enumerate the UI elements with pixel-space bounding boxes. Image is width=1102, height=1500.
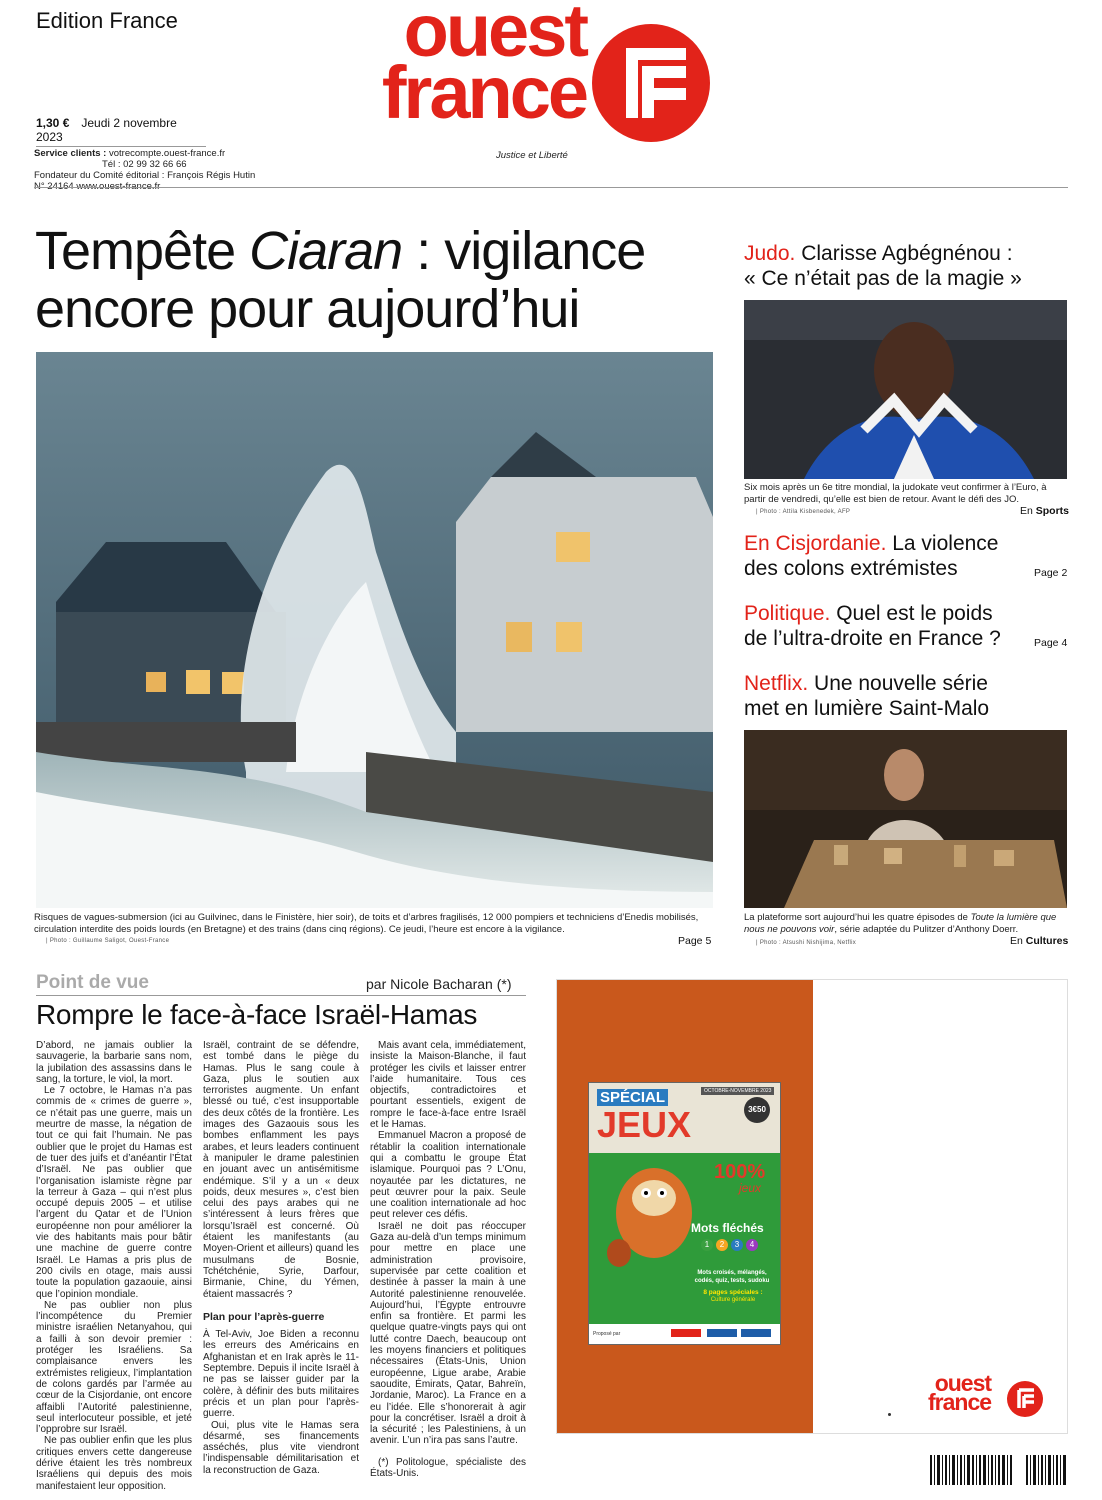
mag-badge: 100% xyxy=(714,1161,766,1183)
caption-italic: Toute la lumière que nous ne pouvons voir xyxy=(744,912,1057,935)
service-label: Service clients : xyxy=(34,148,107,159)
mag-levels xyxy=(701,1239,758,1251)
caption-part: , série adaptée du Pulitzer d’Anthony Doerr. xyxy=(834,923,1019,935)
logo-line2: france xyxy=(381,51,586,134)
teaser-title: Quel est le poids xyxy=(830,602,993,625)
teaser-title2: de l’ultra-droite en France ? xyxy=(744,627,1001,650)
teaser-keyword: Judo. xyxy=(744,242,796,265)
judo-caption: Six mois après un 6e titre mondial, la judokate veut confirmer à l’Euro, à partir de vendredi, qu’elle est bien de retour. Avant le défi des JO. xyxy=(744,482,1047,505)
politique-page-ref[interactable]: Page 4 xyxy=(1034,637,1068,649)
headline-part: Tempête xyxy=(35,221,250,281)
ad-logo-circle-icon xyxy=(1007,1381,1043,1417)
main-photo-caption: Risques de vagues-submersion (ici au Guilvinec, dans le Finistère, hier soir), de toits et d’arbres fragilisés, 12 000 pompiers et techniciens d’Enedis mobilisés, circulation interdite des poids lourds (en Bretagne) et des trains (dans cinq régions). Ce jeudi, l’heure est encore à la vigilance. xyxy=(34,912,699,935)
teaser-keyword: Politique. xyxy=(744,602,831,625)
logo-circle-icon xyxy=(592,24,710,142)
ad-ouest-france-logo xyxy=(928,1370,992,1415)
paragraph: Emmanuel Macron a proposé de rétablir la coalition internationale qui a combattu le groupe État islamique. Pourquoi pas ? L’Onu, noyautée par les dictatures, ne peut œuvrer pour la paix. Seule une coalition internationale ad hoc peut relever ces défis. xyxy=(370,1130,526,1221)
teaser-title: La violence xyxy=(886,532,999,555)
opinion-title[interactable]: Rompre le face-à-face Israël-Hamas xyxy=(36,999,478,1030)
main-page-ref[interactable]: Page 5 xyxy=(678,935,712,947)
mag-partner-logo xyxy=(741,1329,771,1337)
paragraph: Mais avant cela, immédiatement, insiste la Maison-Blanche, il faut protéger les civils et laisser entrer l’aide humanitaire. Tous ces objectifs, contradictoires et pourtant essentiels, exigent de rompre le face-à-face entre Israël et le Hamas. xyxy=(370,1040,526,1131)
paragraph: Israël, contraint de se défendre, est tombé dans le piège du Hamas. Plus le sang coule à Gaza, plus le soutien aux terroristes augmente. Un enfant blessé ou tué, c’est insupportable des deux côtés de la frontière. Les images des Gazaouis sous les bombes enflamment les pays arabes, et leurs leaders continuent à manipuler le drame palestinien en jouant avec un antisémitisme endémique. S’il y a un « deux poids, deux mesures », c’est bien celui des pays arabes qui ne s’intéressent à leurs frères que lorsqu’Israël est concerné. Où étaient les manifestants (au Moyen-Orient et ailleurs) quand les musulmans de Bosnie, Tchétchénie, Syrie, Darfour, Birmanie, Chine, du Yémen, étaient massacrés ? xyxy=(203,1040,359,1300)
teaser-judo[interactable] xyxy=(744,241,1074,291)
netflix-credit: | Photo : Atsushi Nishijima, Netflix xyxy=(756,940,857,946)
paragraph: Le 7 octobre, le Hamas n’a pas commis de « crimes de guerre », ce n’était pas une guerre, mais un meurtre de masse, la négation de tout ce qui fait l’humain. Ne pas oublier que le projet du Hamas est de tuer des juifs et d’anéantir l’État d’Israël. Ne pas oublier que l’organisation islamiste règne par la terreur à Gaza – qui n’est plus occupé depuis 2005 – et utilise l’argent du Qatar et de l’Union européenne non pour améliorer la vie des habitants mais pour bâtir une machine de guerre contre Israël. Le Hamas a pris plus de 200 civils en otage, mais aussi toute la population gazaouie, ainsi que l’opinion mondiale. xyxy=(36,1085,192,1300)
service-phone: Tél : 02 99 32 66 66 xyxy=(102,159,187,170)
mag-pages2: Culture générale xyxy=(710,1297,756,1303)
paragraph: Ne pas oublier non plus l’incompétence du Premier ministre israélien Netanyahou, qui a failli à son devoir premier : protéger les Israéliens. Sa complaisance envers les extrémistes religieux, l’implantation de colons gardés par l’armée au cœur de la Cisjordanie, ont encore affaibli l’Autorité palestinienne, seul interlocuteur possible, et jeté l’opprobre sur Israël. xyxy=(36,1299,192,1436)
opinion-divider xyxy=(36,995,526,996)
ref-prefix: En xyxy=(1020,505,1036,517)
mag-pages: 8 pages spéciales : xyxy=(703,1289,763,1296)
mag-partner-logo xyxy=(671,1329,701,1337)
teaser-cisjordanie[interactable] xyxy=(744,531,1074,581)
squirrel-mascot-icon xyxy=(599,1153,699,1273)
caption-part: La plateforme sort aujourd’hui les quatre épisodes de xyxy=(744,912,971,923)
ad-dot xyxy=(888,1413,891,1416)
level-badge: 1 xyxy=(701,1239,713,1251)
judo-section-ref[interactable] xyxy=(1020,505,1069,517)
storm-wave-photo[interactable] xyxy=(36,352,713,908)
ad-logo-line1: ouest xyxy=(934,1370,992,1396)
paragraph: D’abord, ne jamais oublier la sauvagerie, la barbarie sans nom, la jubilation des assassins dans le sang, la torture, le viol, la mort. xyxy=(36,1040,192,1085)
ref-section: Sports xyxy=(1035,505,1070,517)
ref-prefix: En xyxy=(1010,935,1026,947)
opinion-column-3 xyxy=(370,1040,526,1479)
paragraph: À Tel-Aviv, Joe Biden a reconnu les erreurs des Américains en Afghanistan et en Irak après le 11-Septembre. Depuis il incite Israël à ne pas se laisser guider par la colère, à définir des buts militaires précis et un plan pour l’après-guerre. xyxy=(203,1329,359,1420)
teaser-title2: met en lumière Saint-Malo xyxy=(744,697,990,720)
mag-footer-label: Proposé par xyxy=(593,1331,621,1337)
service-info xyxy=(34,148,255,192)
teaser-title2: des colons extrémistes xyxy=(744,557,958,580)
price: 1,30 € xyxy=(36,116,70,130)
judo-credit: | Photo : Attila Kisbenedek, AFP xyxy=(756,509,851,515)
mag-games-list: Mots croisés, mélangés, codés, quiz, tests, sudoku xyxy=(694,1270,770,1284)
netflix-section-ref[interactable] xyxy=(1010,935,1068,947)
barcode-icon xyxy=(930,1455,1068,1485)
header-divider xyxy=(34,187,1068,188)
ouest-france-logo[interactable] xyxy=(318,0,586,134)
edition-label: Edition France xyxy=(36,8,178,33)
opinion-author: par Nicole Bacharan (*) xyxy=(366,976,512,992)
headline-part: : vigilance xyxy=(402,221,646,281)
level-badge: 3 xyxy=(731,1239,743,1251)
headline-line2: encore pour aujourd’hui xyxy=(35,279,580,339)
headline-italic: Ciaran xyxy=(249,221,403,281)
cisjordanie-page-ref[interactable]: Page 2 xyxy=(1034,567,1068,579)
opinion-footnote: (*) Politologue, spécialiste des États-Unis. xyxy=(370,1456,526,1479)
netflix-caption xyxy=(744,912,1068,935)
issue-date: Jeudi 2 novembre 2023 xyxy=(36,116,177,144)
teaser-netflix[interactable] xyxy=(744,671,1074,721)
paragraph: Ne pas oublier enfin que les plus critiques envers cette dangereuse dérive étaient les très nombreux Israéliens qui depuis des mois manifestaient leur opposition. xyxy=(36,1435,192,1492)
teaser-keyword: En Cisjordanie. xyxy=(744,532,887,555)
mag-badge2: jeux xyxy=(739,1181,762,1195)
price-date-row xyxy=(36,116,206,147)
mag-dates: OCTOBRE-NOVEMBRE 2023 xyxy=(701,1087,774,1095)
opinion-label: Point de vue xyxy=(36,972,149,993)
teaser-title: Clarisse Agbégnénou : xyxy=(795,242,1013,265)
ad-logo-line2: france xyxy=(928,1389,992,1415)
paragraph: Oui, plus vite le Hamas sera désarmé, ses financements asséchés, plus vite viendront l’indispensable démilitarisation et la reconstruction de Gaza. xyxy=(203,1419,359,1476)
motto: Justice et Liberté xyxy=(496,150,568,161)
service-website[interactable]: votrecompte.ouest-france.fr xyxy=(109,148,226,159)
opinion-subhead: Plan pour l’après-guerre xyxy=(203,1310,325,1323)
teaser-politique[interactable] xyxy=(744,601,1074,651)
opinion-column-2 xyxy=(203,1040,359,1476)
mag-partner-logo xyxy=(707,1329,737,1337)
mag-title2: JEUX xyxy=(597,1104,692,1145)
judo-photo[interactable] xyxy=(744,300,1067,479)
teaser-title2: « Ce n’était pas de la magie » xyxy=(744,267,1022,290)
ref-section: Cultures xyxy=(1025,935,1069,947)
magazine-cover[interactable] xyxy=(588,1082,781,1345)
mag-price: 3€50 xyxy=(744,1097,770,1123)
paragraph: Israël ne doit pas réoccuper Gaza au-delà d’un temps minimum pour mettre en place une administration provisoire, supervisée par cette coalition et destinée à passer la main à une Autorité palestinienne renouvelée. Aujourd’hui, l’Égypte entrouvre enfin sa frontière. Et parmi les quelque quatre-vingts pays qui ont lutté contre Daech, beaucoup ont les moyens financiers et politiques nécessaires (États-Unis, Union européenne, Ligue arabe, Arabie saoudite, Émirats, Qatar, Bahreïn, Jordanie, Maroc). La France en a eu l’idée. Elle s’honorerait à agir pour la concrétiser. Israël a droit à la sécurité ; les Palestiniens, à un avenir. L’un n’ira pas sans l’autre. xyxy=(370,1220,526,1447)
teaser-title: Une nouvelle série xyxy=(808,672,988,695)
opinion-column-1 xyxy=(36,1040,192,1492)
main-photo-credit: | Photo : Guillaume Saligot, Ouest-France xyxy=(46,938,170,944)
logo-line1: ouest xyxy=(403,0,586,72)
mag-mots-fleches: Mots fléchés xyxy=(691,1221,764,1235)
teaser-keyword: Netflix. xyxy=(744,672,809,695)
level-badge: 4 xyxy=(746,1239,758,1251)
netflix-photo[interactable] xyxy=(744,730,1067,908)
mag-title: SPÉCIAL xyxy=(597,1089,668,1106)
level-badge: 2 xyxy=(716,1239,728,1251)
main-headline[interactable] xyxy=(35,222,725,338)
founder-line: Fondateur du Comité éditorial : François Régis Hutin xyxy=(34,170,256,181)
